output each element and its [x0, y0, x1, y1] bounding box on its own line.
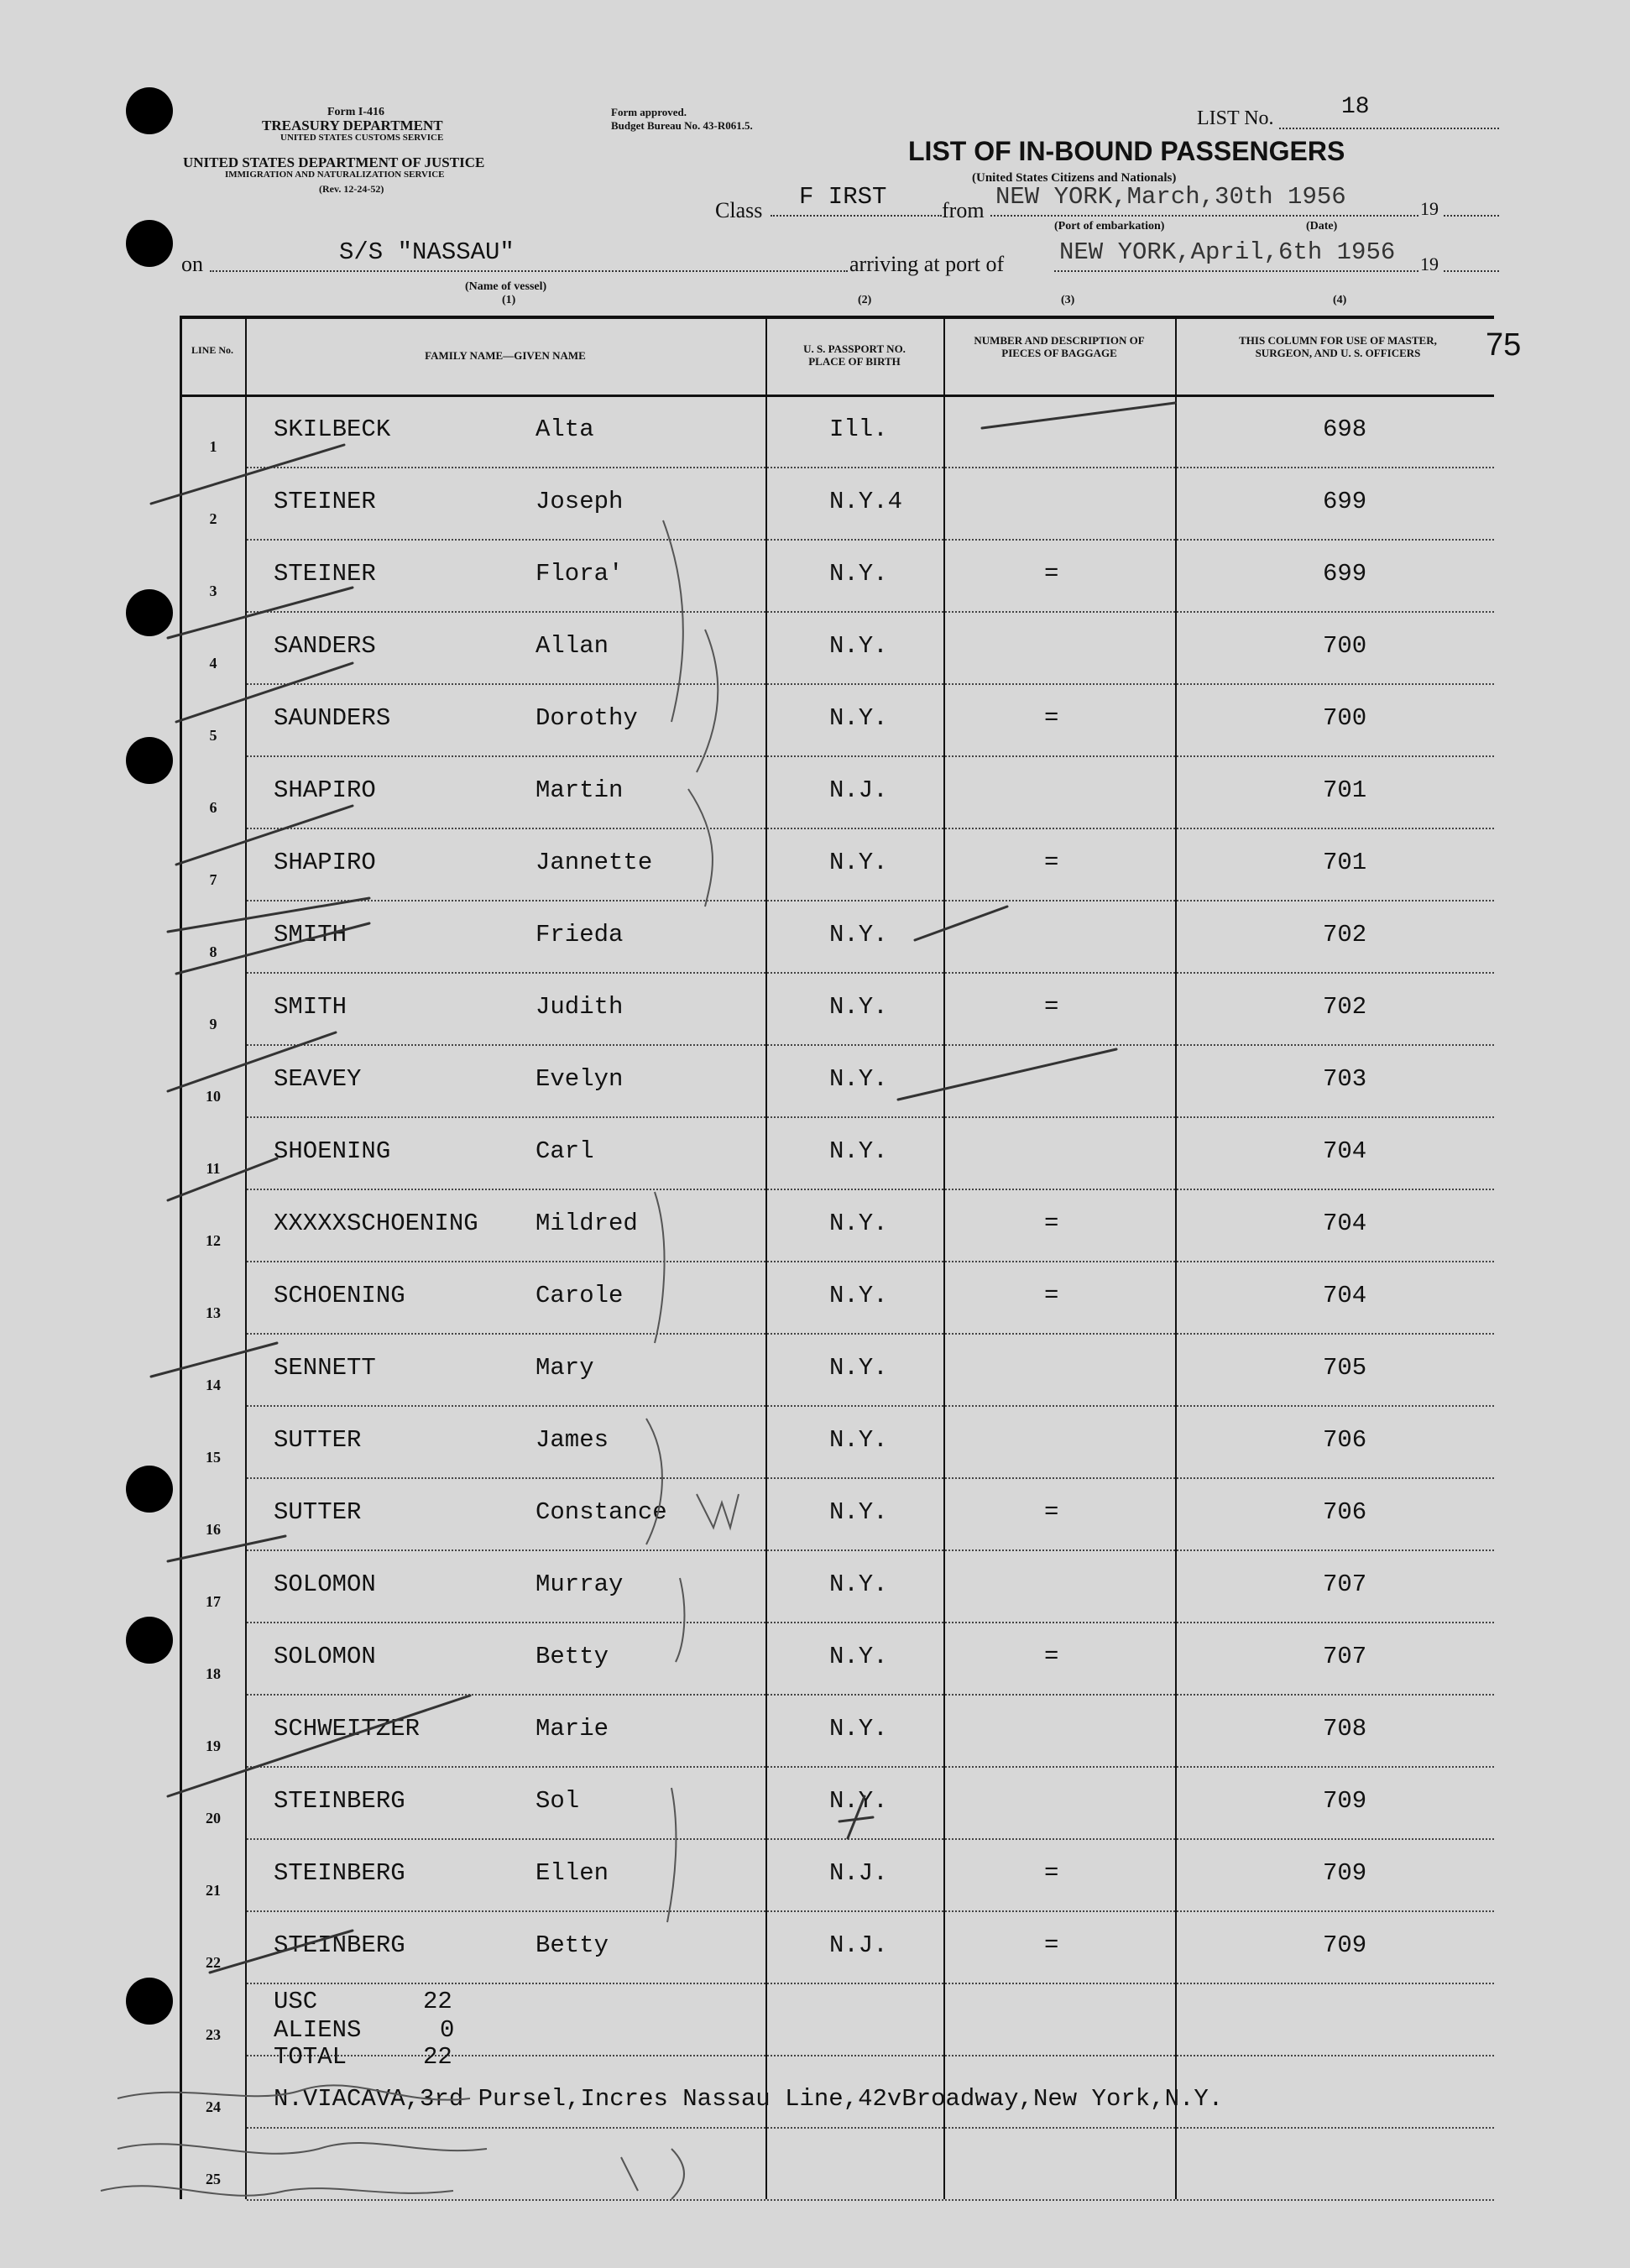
col-line-no: LINE No. — [191, 344, 233, 356]
arriving-value: NEW YORK,April,6th 1956 — [1059, 238, 1396, 266]
place-of-birth: N.Y. — [829, 1065, 888, 1093]
line-number: 6 — [209, 799, 217, 816]
form-number: Form I-416 — [327, 106, 385, 118]
family-name: SUTTER — [274, 1426, 362, 1454]
col4-caption: (4) — [1333, 294, 1347, 306]
baggage: = — [1044, 1859, 1059, 1887]
baggage: = — [1044, 1210, 1059, 1237]
place-of-birth: N.Y. — [829, 849, 888, 876]
place-of-birth: N.Y. — [829, 1643, 888, 1670]
given-name: Betty — [535, 1643, 609, 1670]
date-caption: (Date) — [1306, 220, 1338, 233]
line-number: 4 — [209, 655, 217, 672]
family-name: SKILBECK — [274, 415, 391, 443]
officer-number: 707 — [1323, 1570, 1367, 1598]
officer-number: 706 — [1323, 1426, 1367, 1454]
family-name: STEINER — [274, 560, 376, 588]
line-number: 15 — [206, 1449, 221, 1466]
family-name: SAUNDERS — [274, 704, 391, 732]
list-no-value: 18 — [1341, 94, 1370, 120]
given-name: Allan — [535, 632, 609, 660]
officer-number: 705 — [1323, 1354, 1367, 1382]
baggage: = — [1044, 993, 1059, 1021]
family-name: SHOENING — [274, 1137, 391, 1165]
officer-number: 699 — [1323, 560, 1367, 588]
given-name: Judith — [535, 993, 624, 1021]
form-subtitle: (United States Citizens and Nationals) — [972, 171, 1177, 185]
line-number: 19 — [206, 1738, 221, 1754]
given-name: Evelyn — [535, 1065, 624, 1093]
place-of-birth: N.Y. — [829, 632, 888, 660]
line-number: 2 — [209, 510, 217, 527]
port-embark-caption: (Port of embarkation) — [1054, 220, 1165, 233]
baggage: = — [1044, 704, 1059, 732]
form-approved: Form approved. — [611, 106, 687, 118]
class-value: F IRST — [799, 183, 887, 211]
line-number: 20 — [206, 1810, 221, 1826]
family-name: SHAPIRO — [274, 849, 376, 876]
year-suffix: 19 — [1420, 198, 1439, 219]
aliens-label: ALIENS — [274, 2016, 362, 2044]
place-of-birth: N.J. — [829, 776, 888, 804]
place-of-birth: N.Y. — [829, 560, 888, 588]
total-label: TOTAL — [274, 2043, 347, 2071]
place-of-birth: N.Y. — [829, 1210, 888, 1237]
given-name: Frieda — [535, 921, 624, 948]
place-of-birth: N.Y. — [829, 1282, 888, 1309]
officer-number: 706 — [1323, 1498, 1367, 1526]
baggage: = — [1044, 1931, 1059, 1959]
officer-number: 707 — [1323, 1643, 1367, 1670]
line-number: 11 — [206, 1160, 221, 1177]
place-of-birth: Ill. — [829, 415, 888, 443]
col-officers: THIS COLUMN FOR USE OF MASTER, SURGEON, AND U. S. OFFICERS — [1239, 334, 1437, 359]
place-of-birth: N.Y. — [829, 993, 888, 1021]
form-revision: (Rev. 12-24-52) — [319, 183, 384, 195]
customs-service: UNITED STATES CUSTOMS SERVICE — [280, 133, 444, 143]
given-name: Alta — [535, 415, 594, 443]
given-name: Mildred — [535, 1210, 638, 1237]
family-name: SMITH — [274, 993, 347, 1021]
line-number: 5 — [209, 727, 217, 744]
form-title: LIST OF IN-BOUND PASSENGERS — [908, 136, 1345, 166]
officer-number: 704 — [1323, 1210, 1367, 1237]
given-name: Sol — [535, 1787, 580, 1815]
given-name: Murray — [535, 1570, 624, 1598]
officer-number: 700 — [1323, 632, 1367, 660]
family-name: SHAPIRO — [274, 776, 376, 804]
line-number: 24 — [206, 2098, 221, 2115]
officer-number: 700 — [1323, 704, 1367, 732]
given-name: Flora' — [535, 560, 624, 588]
officer-number: 709 — [1323, 1787, 1367, 1815]
ins-service: IMMIGRATION AND NATURALIZATION SERVICE — [225, 170, 445, 180]
family-name: STEINBERG — [274, 1931, 405, 1959]
line-number: 13 — [206, 1304, 221, 1321]
family-name: SUTTER — [274, 1498, 362, 1526]
arriving-label: arriving at port of — [849, 252, 1005, 276]
officer-number: 699 — [1323, 488, 1367, 515]
signature-line: N.VIACAVA,3rd Pursel,Incres Nassau Line,42vBroadway,New York,N.Y. — [274, 2085, 1224, 2113]
family-name: STEINER — [274, 488, 376, 515]
usc-label: USC — [274, 1988, 318, 2015]
place-of-birth: N.Y. — [829, 1354, 888, 1382]
col3-caption: (3) — [1061, 294, 1075, 306]
family-name: SCHOENING — [274, 1282, 405, 1309]
given-name: Carole — [535, 1282, 624, 1309]
family-name: XXXXXSCHOENING — [274, 1210, 478, 1237]
vessel-caption: (Name of vessel) — [465, 280, 547, 293]
place-of-birth: N.J. — [829, 1931, 888, 1959]
given-name: Marie — [535, 1715, 609, 1743]
baggage: = — [1044, 560, 1059, 588]
line-number: 22 — [206, 1954, 221, 1971]
department-of-justice: UNITED STATES DEPARTMENT OF JUSTICE — [183, 154, 485, 170]
usc-count: 22 — [423, 1988, 452, 2015]
aliens-count: 0 — [440, 2016, 455, 2044]
total-count: 22 — [423, 2043, 452, 2071]
line-number: 17 — [206, 1593, 221, 1610]
col-baggage: NUMBER AND DESCRIPTION OF PIECES OF BAGGAGE — [974, 334, 1145, 359]
officer-number: 704 — [1323, 1282, 1367, 1309]
place-of-birth: N.Y. — [829, 921, 888, 948]
place-of-birth: N.J. — [829, 1859, 888, 1887]
col-name: FAMILY NAME—GIVEN NAME — [425, 349, 586, 362]
given-name: Joseph — [535, 488, 624, 515]
family-name: SOLOMON — [274, 1570, 376, 1598]
given-name: Ellen — [535, 1859, 609, 1887]
col2-caption: (2) — [858, 294, 872, 306]
family-name: SENNETT — [274, 1354, 376, 1382]
place-of-birth: N.Y. — [829, 1137, 888, 1165]
officer-number: 701 — [1323, 776, 1367, 804]
list-no-label: LIST No. — [1197, 107, 1274, 129]
place-of-birth: N.Y. — [829, 1570, 888, 1598]
officer-number: 698 — [1323, 415, 1367, 443]
page-number: 75 — [1486, 327, 1522, 363]
line-number: 25 — [206, 2171, 221, 2187]
line-number: 9 — [209, 1016, 217, 1032]
from-value: NEW YORK,March,30th 1956 — [995, 183, 1346, 211]
line-number: 8 — [209, 943, 217, 960]
treasury-department: TREASURY DEPARTMENT — [262, 118, 443, 133]
year-suffix-arrival: 19 — [1420, 253, 1439, 274]
line-number: 3 — [209, 583, 217, 599]
on-label: on — [181, 252, 203, 276]
line-number: 14 — [206, 1377, 221, 1393]
officer-number: 709 — [1323, 1931, 1367, 1959]
officer-number: 701 — [1323, 849, 1367, 876]
given-name: Betty — [535, 1931, 609, 1959]
budget-bureau: Budget Bureau No. 43-R061.5. — [611, 119, 753, 132]
place-of-birth: N.Y. — [829, 1426, 888, 1454]
family-name: STEINBERG — [274, 1787, 405, 1815]
vessel-caption-no: (1) — [502, 294, 516, 306]
class-label: Class — [715, 198, 763, 222]
line-number: 21 — [206, 1882, 221, 1899]
family-name: SMITH — [274, 921, 347, 948]
officer-number: 703 — [1323, 1065, 1367, 1093]
baggage: = — [1044, 849, 1059, 876]
officer-number: 702 — [1323, 993, 1367, 1021]
place-of-birth: N.Y. — [829, 704, 888, 732]
line-number: 18 — [206, 1665, 221, 1682]
family-name: SOLOMON — [274, 1643, 376, 1670]
col-passport: U. S. PASSPORT NO. PLACE OF BIRTH — [803, 342, 906, 368]
family-name: SANDERS — [274, 632, 376, 660]
given-name: Carl — [535, 1137, 594, 1165]
given-name: Dorothy — [535, 704, 638, 732]
line-number: 12 — [206, 1232, 221, 1249]
place-of-birth: N.Y. — [829, 1787, 888, 1815]
baggage: = — [1044, 1498, 1059, 1526]
given-name: Jannette — [535, 849, 653, 876]
officer-number: 702 — [1323, 921, 1367, 948]
place-of-birth: N.Y. — [829, 1715, 888, 1743]
given-name: Constance — [535, 1498, 667, 1526]
officer-number: 704 — [1323, 1137, 1367, 1165]
line-number: 16 — [206, 1521, 221, 1538]
family-name: SEAVEY — [274, 1065, 362, 1093]
line-number: 10 — [206, 1088, 221, 1105]
given-name: Mary — [535, 1354, 594, 1382]
officer-number: 708 — [1323, 1715, 1367, 1743]
baggage: = — [1044, 1643, 1059, 1670]
line-number: 23 — [206, 2026, 221, 2043]
officer-number: 709 — [1323, 1859, 1367, 1887]
baggage: = — [1044, 1282, 1059, 1309]
place-of-birth: N.Y.4 — [829, 488, 903, 515]
family-name: SCHWEITZER — [274, 1715, 421, 1743]
line-number: 1 — [209, 438, 217, 455]
place-of-birth: N.Y. — [829, 1498, 888, 1526]
line-number: 7 — [209, 871, 217, 888]
given-name: James — [535, 1426, 609, 1454]
family-name: STEINBERG — [274, 1859, 405, 1887]
vessel-name: S/S "NASSAU" — [339, 238, 515, 266]
from-label: from — [942, 198, 985, 222]
given-name: Martin — [535, 776, 624, 804]
